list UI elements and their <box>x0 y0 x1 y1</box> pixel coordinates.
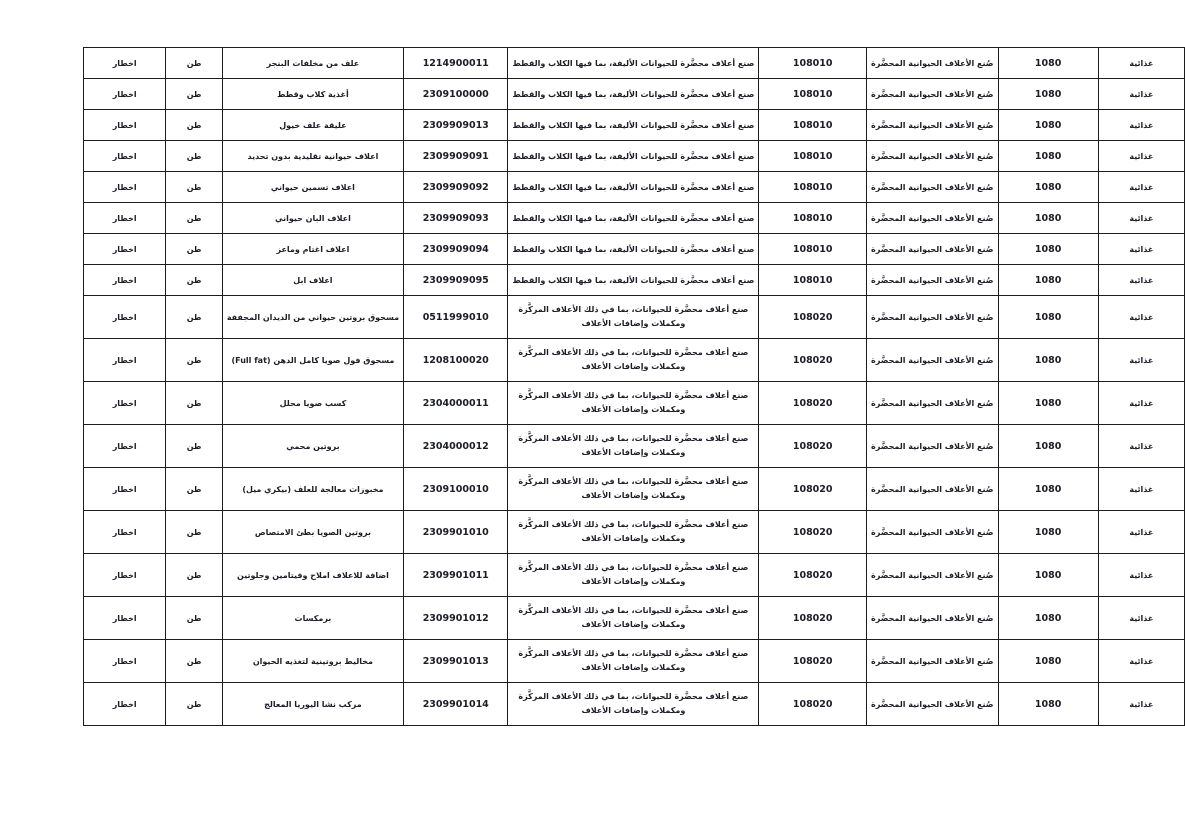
table-row <box>84 339 1185 382</box>
table-row <box>84 640 1185 683</box>
cell-sector-name: صُنع الأعلاف الحيوانية المحضَّرة <box>867 110 998 141</box>
cell-item-name: اعلاف تسمين حيواني <box>222 172 403 203</box>
cell-notify: اخطار <box>84 554 166 597</box>
table-row <box>84 234 1185 265</box>
cell-sector-code: 1080 <box>998 640 1098 683</box>
cell-item-name: اضافة للاعلاف املاح وفيتامين وجلوتين <box>222 554 403 597</box>
cell-notify: اخطار <box>84 382 166 425</box>
cell-sector-code: 1080 <box>998 511 1098 554</box>
cell-hs-code: 2309909092 <box>404 172 508 203</box>
cell-item-name: مخاليط بروتينية لتغذيه الحيوان <box>222 640 403 683</box>
cell-category: غذائية <box>1098 234 1184 265</box>
cell-isic-code: 108010 <box>759 203 867 234</box>
cell-activity: صنع أعلاف محضَّرة للحيوانات الأليفة، بما فيها الكلاب والقطط <box>508 48 759 79</box>
cell-notify: اخطار <box>84 110 166 141</box>
cell-category: غذائية <box>1098 296 1184 339</box>
cell-hs-code: 2309909091 <box>404 141 508 172</box>
cell-sector-name: صُنع الأعلاف الحيوانية المحضَّرة <box>867 296 998 339</box>
cell-unit: طن <box>166 339 223 382</box>
cell-isic-code: 108010 <box>759 172 867 203</box>
cell-item-name: اعلاف اغتام وماعز <box>222 234 403 265</box>
cell-unit: طن <box>166 640 223 683</box>
cell-notify: اخطار <box>84 511 166 554</box>
cell-notify: اخطار <box>84 597 166 640</box>
cell-sector-name: صُنع الأعلاف الحيوانية المحضَّرة <box>867 425 998 468</box>
cell-notify: اخطار <box>84 265 166 296</box>
cell-hs-code: 0511999010 <box>404 296 508 339</box>
cell-category: غذائية <box>1098 79 1184 110</box>
cell-hs-code: 2309901011 <box>404 554 508 597</box>
cell-sector-code: 1080 <box>998 425 1098 468</box>
cell-hs-code: 2309909094 <box>404 234 508 265</box>
cell-notify: اخطار <box>84 234 166 265</box>
cell-item-name: اعلاف البان حيواني <box>222 203 403 234</box>
cell-sector-name: صُنع الأعلاف الحيوانية المحضَّرة <box>867 511 998 554</box>
cell-activity: صنع أعلاف محضَّرة للحيوانات، بما في ذلك الأعلاف المركَّزة ومكملات وإضافات الأعلاف <box>508 683 759 726</box>
cell-category: غذائية <box>1098 172 1184 203</box>
cell-unit: طن <box>166 468 223 511</box>
cell-hs-code: 2309901014 <box>404 683 508 726</box>
cell-category: غذائية <box>1098 265 1184 296</box>
cell-unit: طن <box>166 234 223 265</box>
cell-activity: صنع أعلاف محضَّرة للحيوانات الأليفة، بما فيها الكلاب والقطط <box>508 172 759 203</box>
cell-isic-code: 108020 <box>759 425 867 468</box>
cell-unit: طن <box>166 172 223 203</box>
cell-notify: اخطار <box>84 339 166 382</box>
cell-category: غذائية <box>1098 468 1184 511</box>
cell-hs-code: 2309901012 <box>404 597 508 640</box>
table-row <box>84 141 1185 172</box>
cell-sector-code: 1080 <box>998 554 1098 597</box>
table-row <box>84 296 1185 339</box>
cell-activity: صنع أعلاف محضَّرة للحيوانات الأليفة، بما فيها الكلاب والقطط <box>508 110 759 141</box>
cell-isic-code: 108010 <box>759 265 867 296</box>
cell-sector-code: 1080 <box>998 234 1098 265</box>
cell-notify: اخطار <box>84 141 166 172</box>
cell-item-name: بروتين محمي <box>222 425 403 468</box>
cell-unit: طن <box>166 48 223 79</box>
cell-isic-code: 108020 <box>759 511 867 554</box>
cell-category: غذائية <box>1098 203 1184 234</box>
cell-category: غذائية <box>1098 511 1184 554</box>
cell-activity: صنع أعلاف محضَّرة للحيوانات، بما في ذلك الأعلاف المركَّزة ومكملات وإضافات الأعلاف <box>508 597 759 640</box>
cell-hs-code: 2309909013 <box>404 110 508 141</box>
cell-notify: اخطار <box>84 79 166 110</box>
cell-hs-code: 2309100000 <box>404 79 508 110</box>
cell-item-name: بروتين الصويا بطئ الامتصاص <box>222 511 403 554</box>
cell-unit: طن <box>166 203 223 234</box>
cell-sector-name: صُنع الأعلاف الحيوانية المحضَّرة <box>867 234 998 265</box>
cell-sector-name: صُنع الأعلاف الحيوانية المحضَّرة <box>867 203 998 234</box>
cell-sector-name: صُنع الأعلاف الحيوانية المحضَّرة <box>867 640 998 683</box>
cell-isic-code: 108010 <box>759 79 867 110</box>
cell-notify: اخطار <box>84 640 166 683</box>
cell-unit: طن <box>166 141 223 172</box>
cell-sector-code: 1080 <box>998 203 1098 234</box>
cell-notify: اخطار <box>84 683 166 726</box>
table-row <box>84 48 1185 79</box>
cell-activity: صنع أعلاف محضَّرة للحيوانات الأليفة، بما فيها الكلاب والقطط <box>508 203 759 234</box>
cell-notify: اخطار <box>84 296 166 339</box>
cell-hs-code: 2304000012 <box>404 425 508 468</box>
cell-activity: صنع أعلاف محضَّرة للحيوانات، بما في ذلك الأعلاف المركَّزة ومكملات وإضافات الأعلاف <box>508 382 759 425</box>
cell-category: غذائية <box>1098 141 1184 172</box>
cell-sector-code: 1080 <box>998 382 1098 425</box>
cell-notify: اخطار <box>84 48 166 79</box>
table-row <box>84 468 1185 511</box>
cell-unit: طن <box>166 425 223 468</box>
table-row <box>84 265 1185 296</box>
cell-hs-code: 2304000011 <box>404 382 508 425</box>
table-row <box>84 683 1185 726</box>
table-row <box>84 203 1185 234</box>
cell-category: غذائية <box>1098 640 1184 683</box>
feed-items-table <box>83 47 1185 726</box>
cell-category: غذائية <box>1098 110 1184 141</box>
table-row <box>84 382 1185 425</box>
table-row <box>84 172 1185 203</box>
cell-sector-name: صُنع الأعلاف الحيوانية المحضَّرة <box>867 79 998 110</box>
cell-sector-code: 1080 <box>998 141 1098 172</box>
cell-sector-name: صُنع الأعلاف الحيوانية المحضَّرة <box>867 48 998 79</box>
cell-unit: طن <box>166 597 223 640</box>
cell-item-name: برمكسات <box>222 597 403 640</box>
cell-sector-name: صُنع الأعلاف الحيوانية المحضَّرة <box>867 382 998 425</box>
cell-activity: صنع أعلاف محضَّرة للحيوانات الأليفة، بما فيها الكلاب والقطط <box>508 265 759 296</box>
cell-unit: طن <box>166 110 223 141</box>
table-row <box>84 79 1185 110</box>
cell-isic-code: 108020 <box>759 683 867 726</box>
cell-hs-code: 2309100010 <box>404 468 508 511</box>
cell-item-name: علف من مخلفات البنجر <box>222 48 403 79</box>
cell-activity: صنع أعلاف محضَّرة للحيوانات، بما في ذلك الأعلاف المركَّزة ومكملات وإضافات الأعلاف <box>508 339 759 382</box>
cell-item-name: أغذية كلاب وقطط <box>222 79 403 110</box>
cell-sector-name: صُنع الأعلاف الحيوانية المحضَّرة <box>867 141 998 172</box>
cell-unit: طن <box>166 683 223 726</box>
cell-activity: صنع أعلاف محضَّرة للحيوانات، بما في ذلك الأعلاف المركَّزة ومكملات وإضافات الأعلاف <box>508 554 759 597</box>
cell-isic-code: 108010 <box>759 234 867 265</box>
cell-hs-code: 2309901010 <box>404 511 508 554</box>
cell-item-name: اعلاف حيوانية تقليدية بدون تحديد <box>222 141 403 172</box>
cell-category: غذائية <box>1098 48 1184 79</box>
cell-activity: صنع أعلاف محضَّرة للحيوانات، بما في ذلك الأعلاف المركَّزة ومكملات وإضافات الأعلاف <box>508 640 759 683</box>
cell-category: غذائية <box>1098 597 1184 640</box>
cell-notify: اخطار <box>84 172 166 203</box>
cell-notify: اخطار <box>84 425 166 468</box>
cell-hs-code: 1214900011 <box>404 48 508 79</box>
cell-item-name: عليقة علف خيول <box>222 110 403 141</box>
cell-sector-name: صُنع الأعلاف الحيوانية المحضَّرة <box>867 597 998 640</box>
cell-isic-code: 108020 <box>759 296 867 339</box>
cell-isic-code: 108020 <box>759 597 867 640</box>
cell-item-name: مركب نشا اليوريا المعالج <box>222 683 403 726</box>
cell-isic-code: 108020 <box>759 640 867 683</box>
cell-unit: طن <box>166 554 223 597</box>
cell-sector-name: صُنع الأعلاف الحيوانية المحضَّرة <box>867 468 998 511</box>
feed-items-table-container <box>83 47 1185 726</box>
cell-activity: صنع أعلاف محضَّرة للحيوانات، بما في ذلك الأعلاف المركَّزة ومكملات وإضافات الأعلاف <box>508 511 759 554</box>
cell-isic-code: 108010 <box>759 141 867 172</box>
cell-category: غذائية <box>1098 382 1184 425</box>
cell-sector-code: 1080 <box>998 48 1098 79</box>
cell-sector-name: صُنع الأعلاف الحيوانية المحضَّرة <box>867 554 998 597</box>
cell-sector-code: 1080 <box>998 468 1098 511</box>
feed-table-body <box>84 48 1185 726</box>
cell-notify: اخطار <box>84 203 166 234</box>
cell-isic-code: 108020 <box>759 339 867 382</box>
cell-hs-code: 2309901013 <box>404 640 508 683</box>
cell-hs-code: 2309909095 <box>404 265 508 296</box>
cell-category: غذائية <box>1098 554 1184 597</box>
cell-activity: صنع أعلاف محضَّرة للحيوانات الأليفة، بما فيها الكلاب والقطط <box>508 234 759 265</box>
cell-isic-code: 108020 <box>759 382 867 425</box>
cell-category: غذائية <box>1098 339 1184 382</box>
table-row <box>84 554 1185 597</box>
cell-item-name: اعلاف ابل <box>222 265 403 296</box>
cell-item-name: مسحوق بروتين حيواني من الديدان المجففة <box>222 296 403 339</box>
cell-unit: طن <box>166 511 223 554</box>
cell-activity: صنع أعلاف محضَّرة للحيوانات، بما في ذلك الأعلاف المركَّزة ومكملات وإضافات الأعلاف <box>508 425 759 468</box>
cell-unit: طن <box>166 265 223 296</box>
table-row <box>84 110 1185 141</box>
cell-activity: صنع أعلاف محضَّرة للحيوانات، بما في ذلك الأعلاف المركَّزة ومكملات وإضافات الأعلاف <box>508 296 759 339</box>
cell-sector-code: 1080 <box>998 597 1098 640</box>
cell-activity: صنع أعلاف محضَّرة للحيوانات، بما في ذلك الأعلاف المركَّزة ومكملات وإضافات الأعلاف <box>508 468 759 511</box>
cell-unit: طن <box>166 382 223 425</box>
cell-activity: صنع أعلاف محضَّرة للحيوانات الأليفة، بما فيها الكلاب والقطط <box>508 79 759 110</box>
cell-unit: طن <box>166 296 223 339</box>
cell-sector-code: 1080 <box>998 339 1098 382</box>
cell-isic-code: 108020 <box>759 468 867 511</box>
cell-item-name: كسب صويا محلل <box>222 382 403 425</box>
table-row <box>84 425 1185 468</box>
cell-isic-code: 108010 <box>759 110 867 141</box>
cell-category: غذائية <box>1098 683 1184 726</box>
cell-isic-code: 108020 <box>759 554 867 597</box>
cell-hs-code: 2309909093 <box>404 203 508 234</box>
table-row <box>84 597 1185 640</box>
cell-sector-code: 1080 <box>998 683 1098 726</box>
cell-item-name: مخبوزات معالجة للعلف (بيكري ميل) <box>222 468 403 511</box>
table-row <box>84 511 1185 554</box>
cell-category: غذائية <box>1098 425 1184 468</box>
cell-sector-code: 1080 <box>998 110 1098 141</box>
cell-sector-name: صُنع الأعلاف الحيوانية المحضَّرة <box>867 683 998 726</box>
cell-activity: صنع أعلاف محضَّرة للحيوانات الأليفة، بما فيها الكلاب والقطط <box>508 141 759 172</box>
cell-notify: اخطار <box>84 468 166 511</box>
cell-sector-code: 1080 <box>998 79 1098 110</box>
cell-isic-code: 108010 <box>759 48 867 79</box>
cell-sector-name: صُنع الأعلاف الحيوانية المحضَّرة <box>867 265 998 296</box>
cell-sector-code: 1080 <box>998 296 1098 339</box>
cell-item-name: مسحوق فول صويا كامل الدهن (Full fat) <box>222 339 403 382</box>
cell-sector-code: 1080 <box>998 265 1098 296</box>
cell-sector-code: 1080 <box>998 172 1098 203</box>
cell-unit: طن <box>166 79 223 110</box>
cell-hs-code: 1208100020 <box>404 339 508 382</box>
cell-sector-name: صُنع الأعلاف الحيوانية المحضَّرة <box>867 172 998 203</box>
cell-sector-name: صُنع الأعلاف الحيوانية المحضَّرة <box>867 339 998 382</box>
